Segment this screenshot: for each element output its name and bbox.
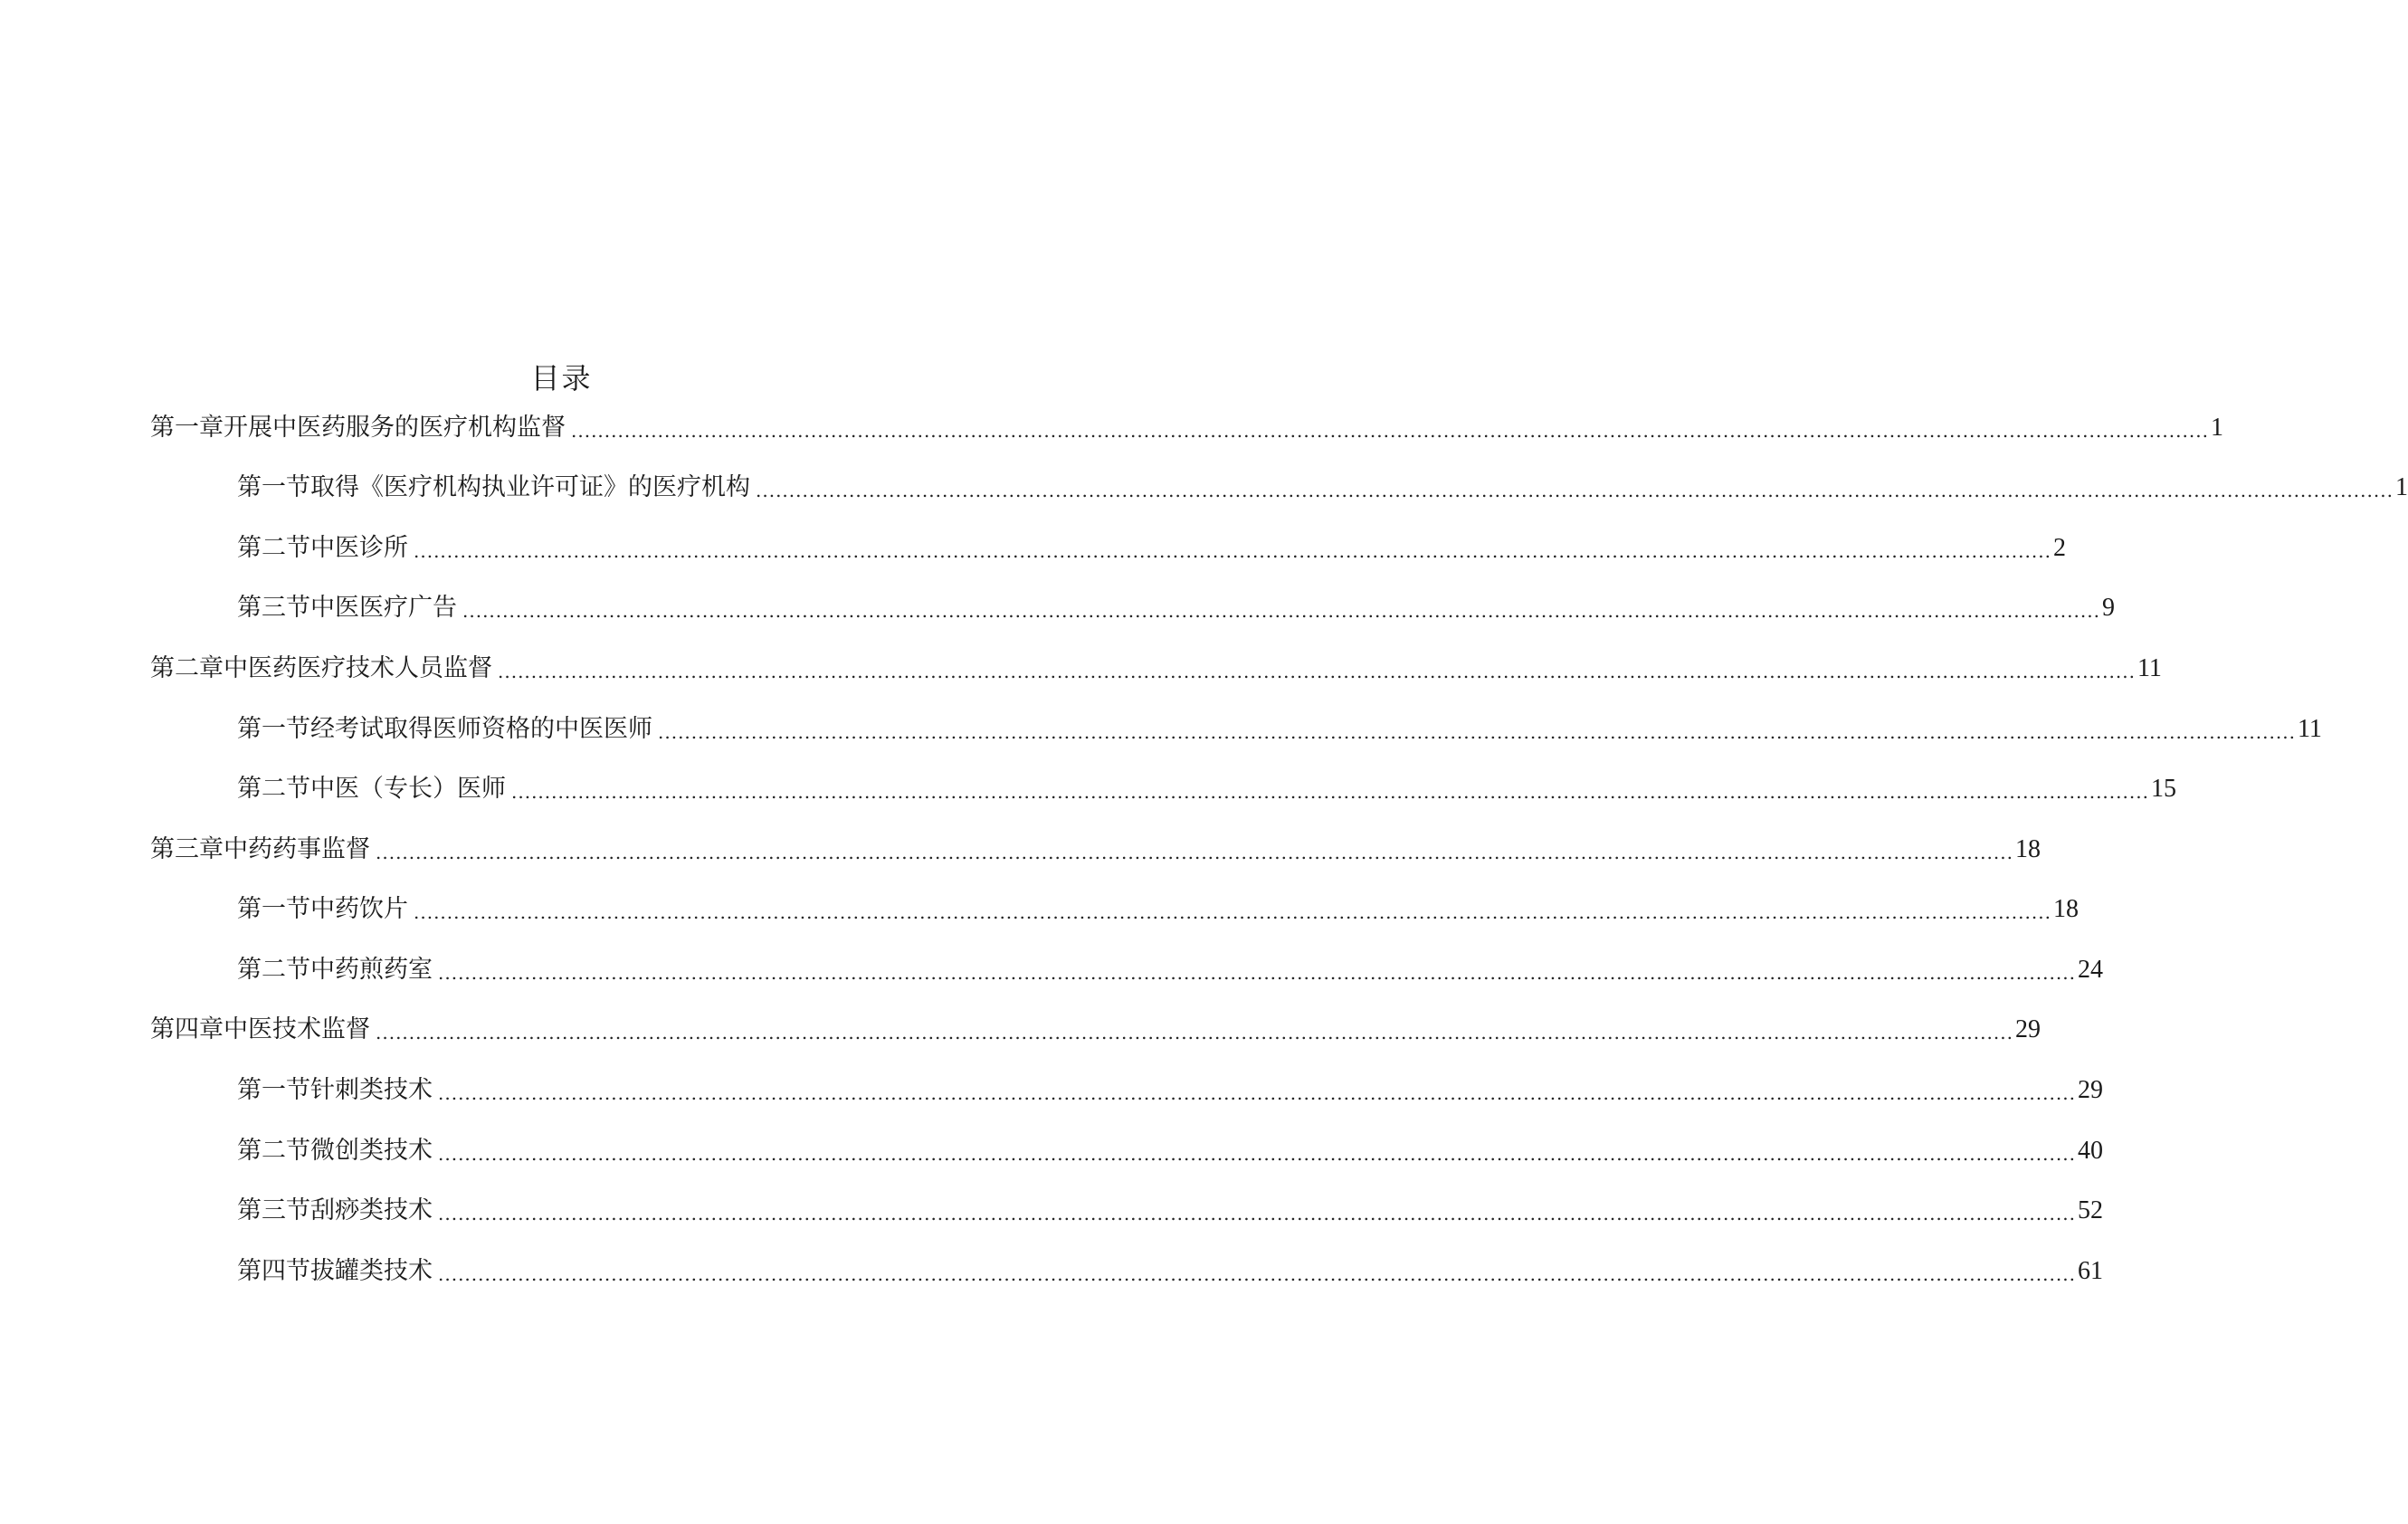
toc-entry-page: 29 bbox=[2014, 1015, 2041, 1043]
toc-entry-title: 针刺类技术 bbox=[310, 1076, 433, 1104]
toc-entry-number: 第二节 bbox=[237, 1137, 310, 1165]
toc-entry-section-4-2[interactable] bbox=[237, 1135, 2103, 1167]
toc-entry-title: 取得《医疗机构执业许可证》的医疗机构 bbox=[310, 473, 750, 501]
toc-entry-number: 第四章 bbox=[150, 1015, 224, 1043]
toc-entry-title: 刮痧类技术 bbox=[310, 1196, 433, 1224]
toc-entry-page: 2 bbox=[2052, 534, 2066, 562]
toc-leader-dots: ...................................................................................................................................................................................................................................................... bbox=[511, 781, 2149, 803]
toc-entry-section-3-1[interactable] bbox=[237, 893, 2079, 926]
toc-entry-number: 第四节 bbox=[237, 1257, 310, 1285]
toc-entry-chapter-1[interactable] bbox=[150, 412, 2223, 444]
toc-leader-dots: ...................................................................................................................................................................................................................................................... bbox=[414, 901, 2051, 923]
toc-entry-number: 第二节 bbox=[237, 956, 310, 984]
toc-entry-title: 微创类技术 bbox=[310, 1137, 433, 1165]
toc-entry-page: 1 bbox=[2394, 473, 2408, 501]
toc-entry-page: 11 bbox=[2137, 654, 2162, 682]
toc-leader-dots: ...................................................................................................................................................................................................................................................... bbox=[438, 962, 2076, 984]
toc-entry-title: 拔罐类技术 bbox=[310, 1257, 433, 1285]
toc-leader-dots: ...................................................................................................................................................................................................................................................... bbox=[438, 1203, 2076, 1224]
toc-entry-section-1-3[interactable] bbox=[237, 592, 2115, 624]
toc-leader-dots: ...................................................................................................................................................................................................................................................... bbox=[414, 540, 2051, 562]
toc-entry-section-1-1[interactable] bbox=[237, 471, 2408, 504]
toc-leader-dots: ...................................................................................................................................................................................................................................................... bbox=[438, 1143, 2076, 1165]
toc-entry-section-2-2[interactable] bbox=[237, 773, 2176, 805]
toc-entry-title: 中医医疗广告 bbox=[310, 594, 457, 622]
toc-entry-title: 中药药事监督 bbox=[224, 835, 370, 863]
toc-entry-page: 1 bbox=[2210, 414, 2223, 442]
toc-entry-number: 第三节 bbox=[237, 1196, 310, 1224]
toc-entry-title: 中医诊所 bbox=[310, 534, 408, 562]
toc-leader-dots: ...................................................................................................................................................................................................................................................... bbox=[756, 480, 2394, 501]
toc-entry-title: 中医（专长）医师 bbox=[310, 775, 506, 803]
toc-entry-title: 经考试取得医师资格的中医医师 bbox=[310, 715, 652, 743]
toc-entry-page: 18 bbox=[2052, 895, 2079, 923]
toc-entry-number: 第一节 bbox=[237, 1076, 310, 1104]
toc-entry-section-4-4[interactable] bbox=[237, 1255, 2103, 1288]
toc-entry-page: 52 bbox=[2077, 1196, 2103, 1224]
toc-entry-section-1-2[interactable] bbox=[237, 532, 2066, 565]
toc-entry-section-2-1[interactable] bbox=[237, 713, 2322, 746]
toc-entry-chapter-4[interactable] bbox=[150, 1014, 2041, 1046]
toc-entry-section-3-2[interactable] bbox=[237, 954, 2103, 986]
toc-entry-number: 第一节 bbox=[237, 473, 310, 501]
toc-entry-chapter-2[interactable] bbox=[150, 652, 2162, 685]
toc-entry-chapter-3[interactable] bbox=[150, 833, 2041, 866]
toc-entry-number: 第二章 bbox=[150, 654, 224, 682]
toc-entry-number: 第二节 bbox=[237, 775, 310, 803]
toc-entry-number: 第一节 bbox=[237, 715, 310, 743]
toc-leader-dots: ...................................................................................................................................................................................................................................................... bbox=[438, 1263, 2076, 1285]
toc-leader-dots: ...................................................................................................................................................................................................................................................... bbox=[462, 600, 2100, 622]
toc-entry-title: 开展中医药服务的医疗机构监督 bbox=[224, 414, 566, 442]
toc-entry-title: 中药饮片 bbox=[310, 895, 408, 923]
toc-entry-title: 中药煎药室 bbox=[310, 956, 433, 984]
toc-leader-dots: ...................................................................................................................................................................................................................................................... bbox=[571, 420, 2209, 442]
toc-entry-page: 9 bbox=[2101, 594, 2115, 622]
toc-entry-page: 11 bbox=[2297, 715, 2322, 743]
toc-leader-dots: ...................................................................................................................................................................................................................................................... bbox=[498, 661, 2136, 682]
toc-entry-page: 18 bbox=[2014, 835, 2041, 863]
toc-entry-number: 第二节 bbox=[237, 534, 310, 562]
toc-entry-number: 第三章 bbox=[150, 835, 224, 863]
toc-entry-number: 第三节 bbox=[237, 594, 310, 622]
toc-title: 目录 bbox=[530, 361, 593, 395]
toc-leader-dots: ...................................................................................................................................................................................................................................................... bbox=[376, 842, 2013, 863]
toc-leader-dots: ...................................................................................................................................................................................................................................................... bbox=[658, 721, 2296, 743]
toc-entry-title: 中医技术监督 bbox=[224, 1015, 370, 1043]
toc-entry-section-4-1[interactable] bbox=[237, 1074, 2103, 1107]
toc-leader-dots: ...................................................................................................................................................................................................................................................... bbox=[438, 1082, 2076, 1104]
toc-entry-page: 29 bbox=[2077, 1076, 2103, 1104]
toc-entry-page: 40 bbox=[2077, 1137, 2103, 1165]
toc-entry-page: 61 bbox=[2077, 1257, 2103, 1285]
toc-entry-section-4-3[interactable] bbox=[237, 1195, 2103, 1227]
toc-entry-page: 15 bbox=[2150, 775, 2176, 803]
toc-entry-number: 第一节 bbox=[237, 895, 310, 923]
toc-entry-title: 中医药医疗技术人员监督 bbox=[224, 654, 492, 682]
toc-entry-page: 24 bbox=[2077, 956, 2103, 984]
toc-entry-number: 第一章 bbox=[150, 414, 224, 442]
toc-leader-dots: ...................................................................................................................................................................................................................................................... bbox=[376, 1022, 2013, 1043]
